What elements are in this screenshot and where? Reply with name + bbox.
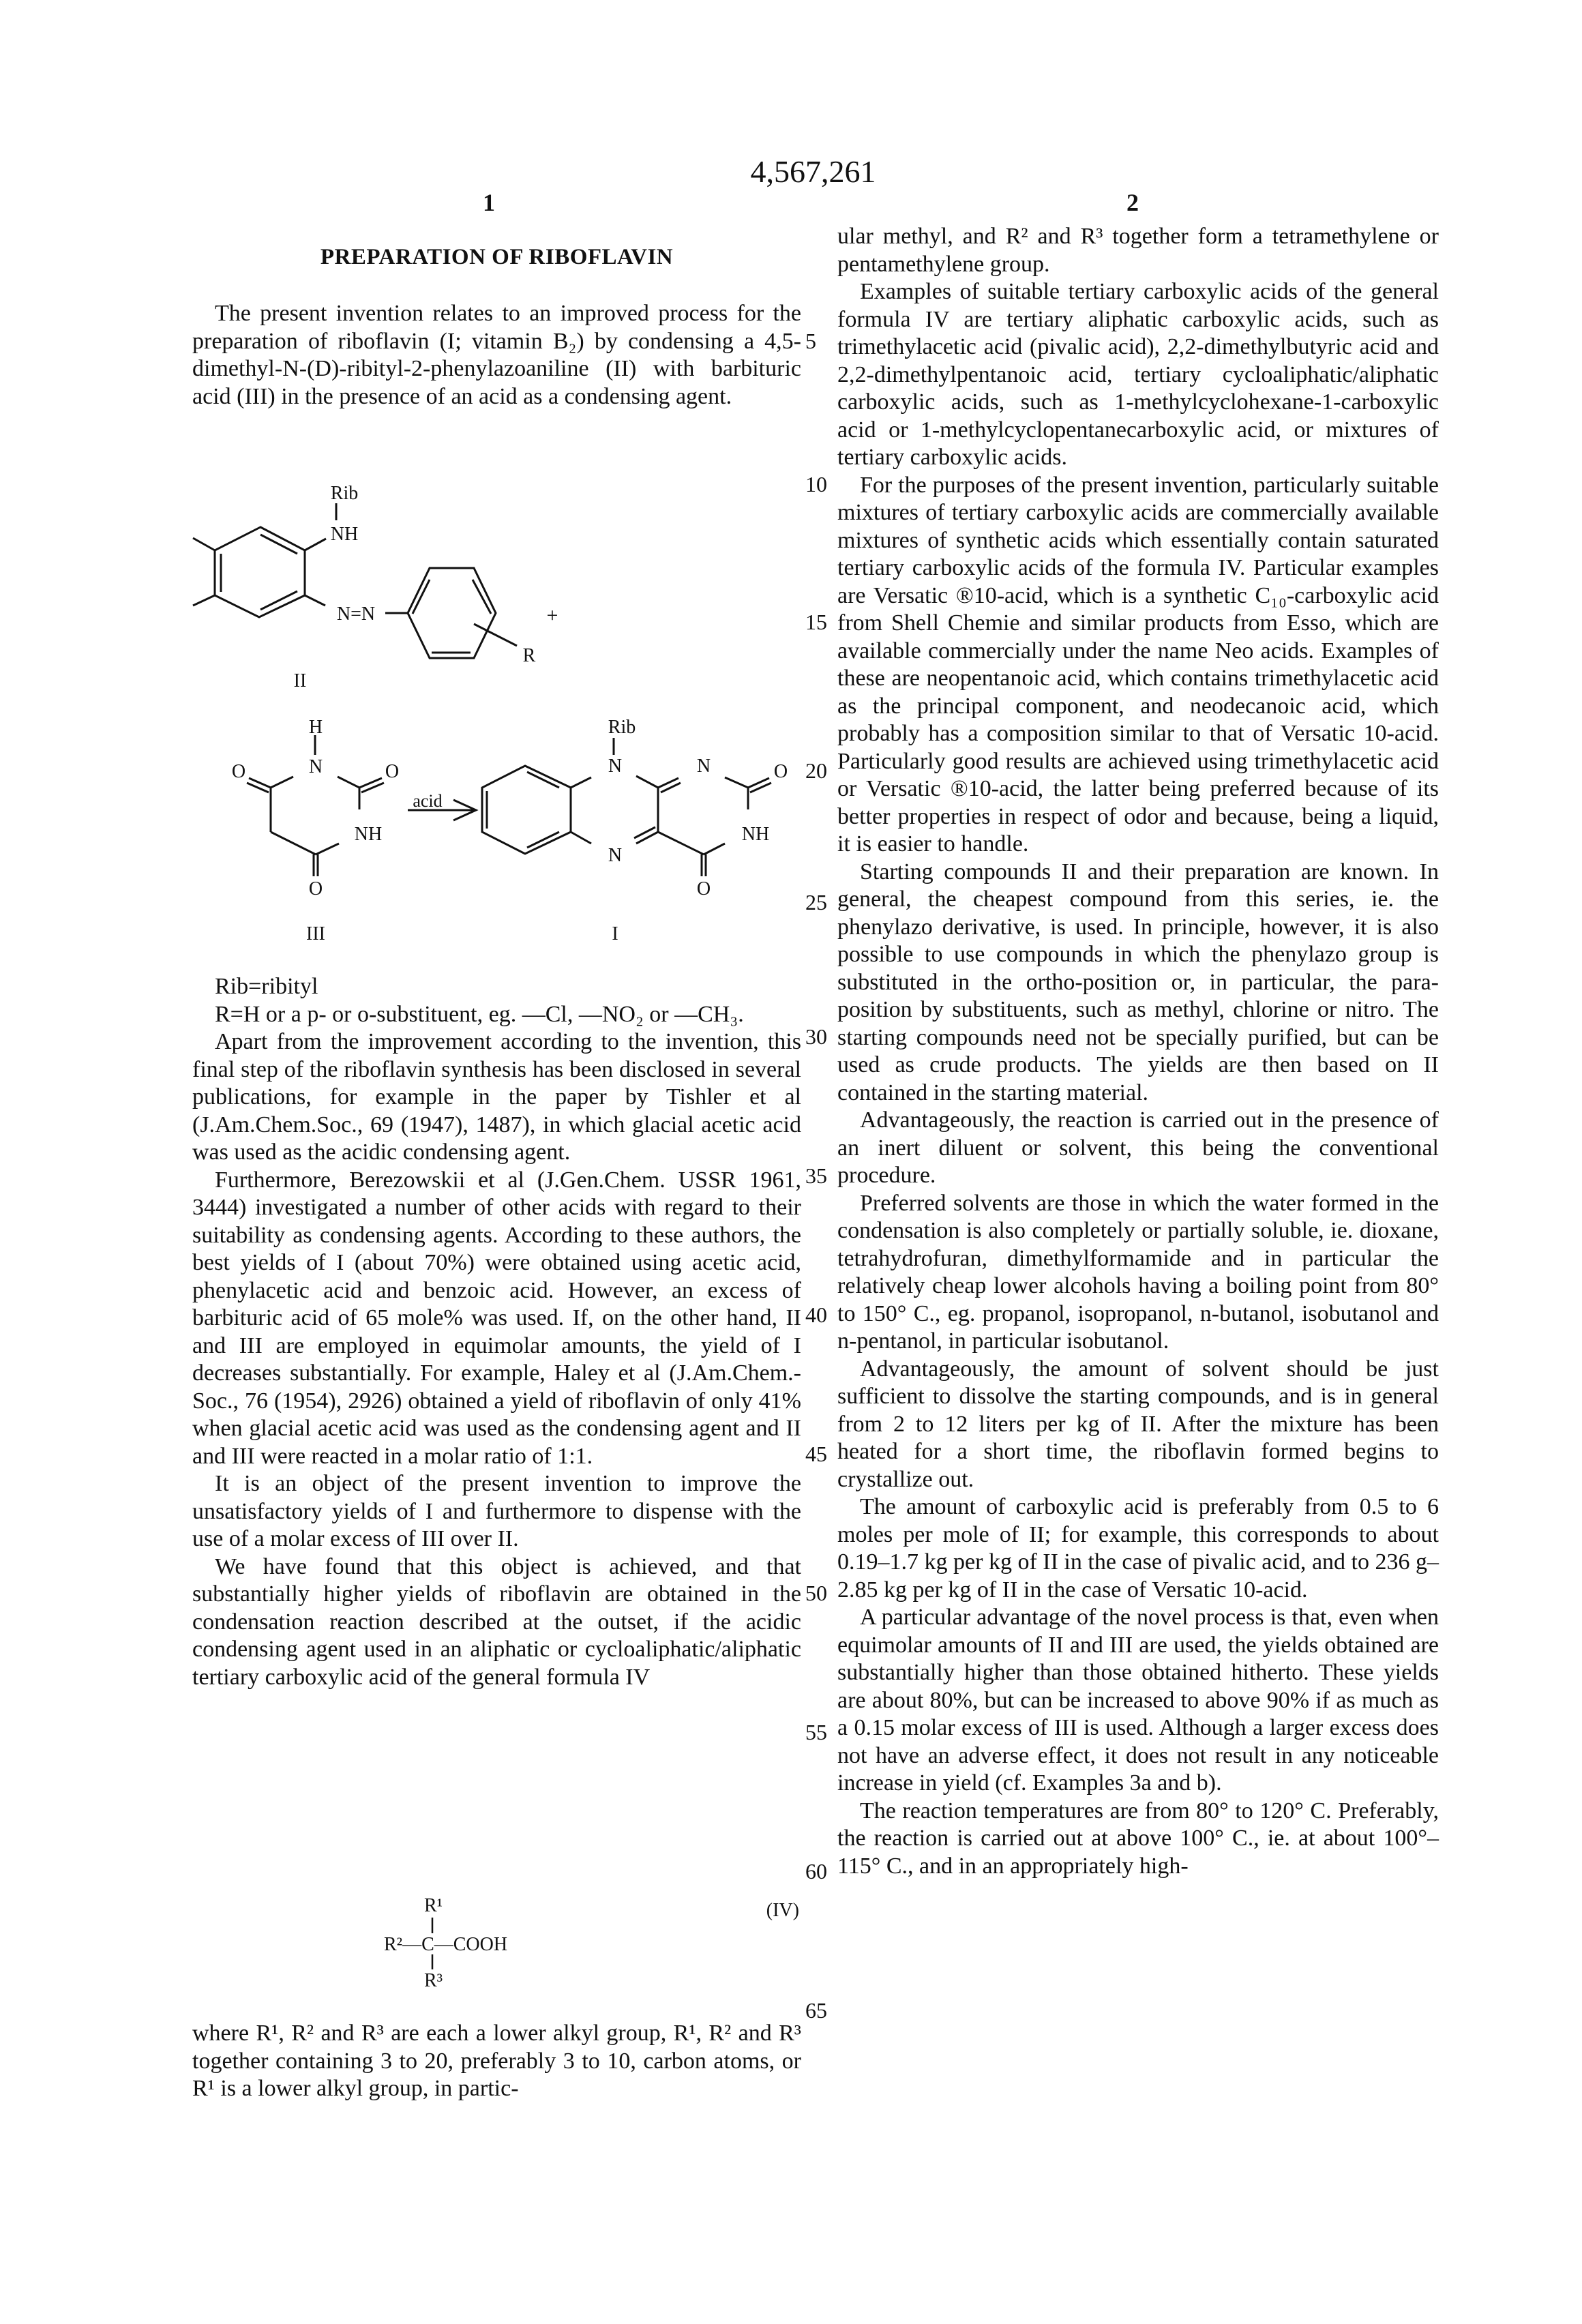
line-number: 45 — [805, 1440, 827, 1468]
column-number-right: 2 — [1126, 189, 1139, 216]
plus-sign: + — [547, 604, 558, 627]
line-number: 65 — [805, 1997, 827, 2024]
formula-r1: R¹ — [424, 1895, 443, 1916]
n-label: N — [309, 756, 323, 777]
line-number: 40 — [805, 1301, 827, 1328]
azo-label: N=N — [337, 604, 375, 625]
document-title: PREPARATION OF RIBOFLAVIN — [192, 243, 801, 271]
o-label: O — [385, 761, 399, 782]
n-label: N — [608, 756, 622, 777]
h-label: H — [309, 717, 323, 738]
right-column — [837, 223, 1439, 1880]
compound-ii-label: II — [294, 670, 307, 691]
reaction-scheme — [0, 0, 802, 955]
line-number: 50 — [805, 1579, 827, 1607]
line-number: 5 — [805, 327, 816, 355]
patent-number: 4,567,261 — [723, 156, 904, 188]
line-number: 15 — [805, 608, 827, 636]
r-definition: R=H or a p- or o-substituent, eg. —Cl, —NO₂ or —CH₃. — [192, 1001, 801, 1029]
rib-label: Rib — [608, 717, 636, 738]
o-label: O — [774, 761, 788, 782]
r-label: R — [523, 645, 536, 666]
rib-label: Rib — [331, 483, 358, 504]
o-label: O — [232, 761, 245, 782]
formula-label: (IV) — [766, 1900, 799, 1921]
paragraph: Apart from the improvement according to the invention, this final step of the riboflavin synthesis has been disclosed in several publications, for example in the paper by Tishler et al (J.Am.Chem.Soc., 69 (1947), 1487), in which glacial acetic acid was used as the acidic condensing agent. — [192, 1028, 801, 1167]
paragraph: Preferred solvents are those in which the water formed in the condensation is also completely or partially soluble, ie. dioxane, tetrahydrofuran, dimethylformamide and in particular the relatively cheap lower alcohols having a boiling point from 80° to 150° C., eg. propanol, isopropanol, n-butanol, isobutanol and n-pentanol, in particular isobutanol. — [837, 1190, 1439, 1356]
paragraph: Starting compounds II and their preparation are known. In general, the cheapest compound from this series, ie. the phenylazo derivative, is used. In principle, however, it is also possible to use compounds in which the phenylazo group is substituted in the ortho-position or, in particular, the para-position by substituents, such as methyl, chlorine or nitro. The starting compounds need not be specially purified, but can be used as crude products. The yields are then based on II contained in the starting material. — [837, 859, 1439, 1107]
paragraph: For the purposes of the present invention, particularly suitable mixtures of tertiary carboxylic acids are commercially available mixtures of synthetic acids which essentially contain saturated tertiary carboxylic acids of the formula IV. Particular examples are Versatic ®10-acid, which is a synthetic C₁₀-carboxylic acid from Shell Chemie and similar products from Esso, which are available commercially under the name Neo acids. Examples of these are neopentanoic acid, which contains trimethylacetic acid as the principal component, and neodecanoic acid, which probably has a composition similar to that of Versatic 10-acid. Particularly good results are achieved using trimethylacetic acid or Versatic ®10-acid, the latter being preferred because of its better properties in respect of odor and because, being a liquid, it is easier to handle. — [837, 472, 1439, 859]
line-number: 30 — [805, 1023, 827, 1050]
paragraph: Advantageously, the reaction is carried out in the presence of an inert diluent or solvent, this being the conventional procedure. — [837, 1107, 1439, 1190]
paragraph: ular methyl, and R² and R³ together form a tetramethylene or pentamethylene group. — [837, 223, 1439, 278]
left-column-body — [192, 973, 801, 1691]
formula-iv — [341, 1882, 805, 1998]
paragraph: A particular advantage of the novel process is that, even when equimolar amounts of II and III are used, the yields obtained are substantially higher than those obtained hitherto. These yields are about 80%, but can be increased to above 90% if as much as a 0.15 molar excess of III is used. Although a larger excess does not have an adverse effect, it does not result in any noticeable increase in yield (cf. Examples 3a and b). — [837, 1604, 1439, 1798]
acid-arrow-label: acid — [413, 791, 442, 811]
paragraph: It is an object of the present invention to improve the unsatisfactory yields of I and furthermore to dispense with the use of a molar excess of III over II. — [192, 1470, 801, 1553]
paragraph: We have found that this object is achieved, and that substantially higher yields of riboflavin are obtained in the condensation reaction described at the outset, if the acidic condensing agent used in an aliphatic or cycloaliphatic/aliphatic tertiary carboxylic acid of the general formula IV — [192, 1553, 801, 1692]
paragraph: Examples of suitable tertiary carboxylic acids of the general formula IV are tertiary aliphatic carboxylic acids, such as trimethylacetic acid (pivalic acid), 2,2-dimethylbutyric acid and 2,2-dimethylpentanoic acid, tertiary cycloaliphatic/aliphatic carboxylic acids, such as 1-methylcyclohexane-1-carboxylic acid or 1-methylcyclopentanecarboxylic acid, or mixtures of tertiary carboxylic acids. — [837, 278, 1439, 472]
nh-label: NH — [355, 824, 382, 845]
nh-label: NH — [331, 524, 358, 545]
line-number: 60 — [805, 1858, 827, 1885]
line-number: 20 — [805, 757, 827, 784]
line-number: 10 — [805, 471, 827, 498]
o-label: O — [309, 878, 323, 899]
paragraph: Furthermore, Berezowskii et al (J.Gen.Chem. USSR 1961, 3444) investigated a number of other acids with regard to their suitability as condensing agents. According to these authors, the best yields of I (about 70%) were obtained using acetic acid, phenylacetic acid and benzoic acid. However, an excess of barbituric acid of 65 mole% was used. If, on the other hand, II and III are employed in equimolar amounts, the yield of I decreases substantially. For example, Haley et al (J.Am.Chem.-Soc., 76 (1954), 2926) obtained a yield of riboflavin of only 41% when glacial acetic acid was used as the condensing agent and II and III were reacted in a molar ratio of 1:1. — [192, 1167, 801, 1471]
line-number: 35 — [805, 1162, 827, 1189]
compound-iii-label: III — [306, 923, 325, 944]
paragraph: The present invention relates to an improved process for the preparation of riboflavin (I; vitamin B₂) by condensing a 4,5-dimethyl-N-(D)-ribityl-2-phenylazoaniline (II) with barbituric acid (III) in the presence of an acid as a condensing agent. — [192, 300, 801, 411]
paragraph: Advantageously, the amount of solvent should be just sufficient to dissolve the starting compounds, and is in general from 2 to 12 liters per kg of II. After the mixture has been heated for a short time, the riboflavin formed begins to crystallize out. — [837, 1356, 1439, 1494]
rib-definition: Rib=ribityl — [192, 973, 801, 1001]
o-label: O — [697, 878, 711, 899]
n-label: N — [608, 845, 622, 866]
paragraph: where R¹, R² and R³ are each a lower alkyl group, R¹, R² and R³ together containing 3 to 20, preferably 3 to 10, carbon atoms, or R¹ is a lower alkyl group, in partic- — [192, 2020, 801, 2103]
column-number-left: 1 — [483, 189, 495, 216]
formula-main: R²—C—COOH — [384, 1934, 507, 1955]
n-label: N — [697, 756, 711, 777]
riboflavin-structure — [482, 738, 771, 876]
line-number: 25 — [805, 889, 827, 916]
compound-i-label: I — [612, 923, 618, 944]
left-column-end — [192, 2020, 801, 2103]
formula-r3: R³ — [424, 1970, 443, 1991]
line-number: 55 — [805, 1718, 827, 1746]
paragraph: The amount of carboxylic acid is preferably from 0.5 to 6 moles per mole of II; for example, this corresponds to about 0.19–1.7 kg per kg of II in the case of pivalic acid, and to 236 g–2.85 kg per kg of II in the case of Versatic 10-acid. — [837, 1493, 1439, 1604]
paragraph: The reaction temperatures are from 80° to 120° C. Preferably, the reaction is carried out at above 100° C., ie. at about 100°–115° C., and in an appropriately high- — [837, 1798, 1439, 1881]
nh-label: NH — [742, 824, 769, 845]
